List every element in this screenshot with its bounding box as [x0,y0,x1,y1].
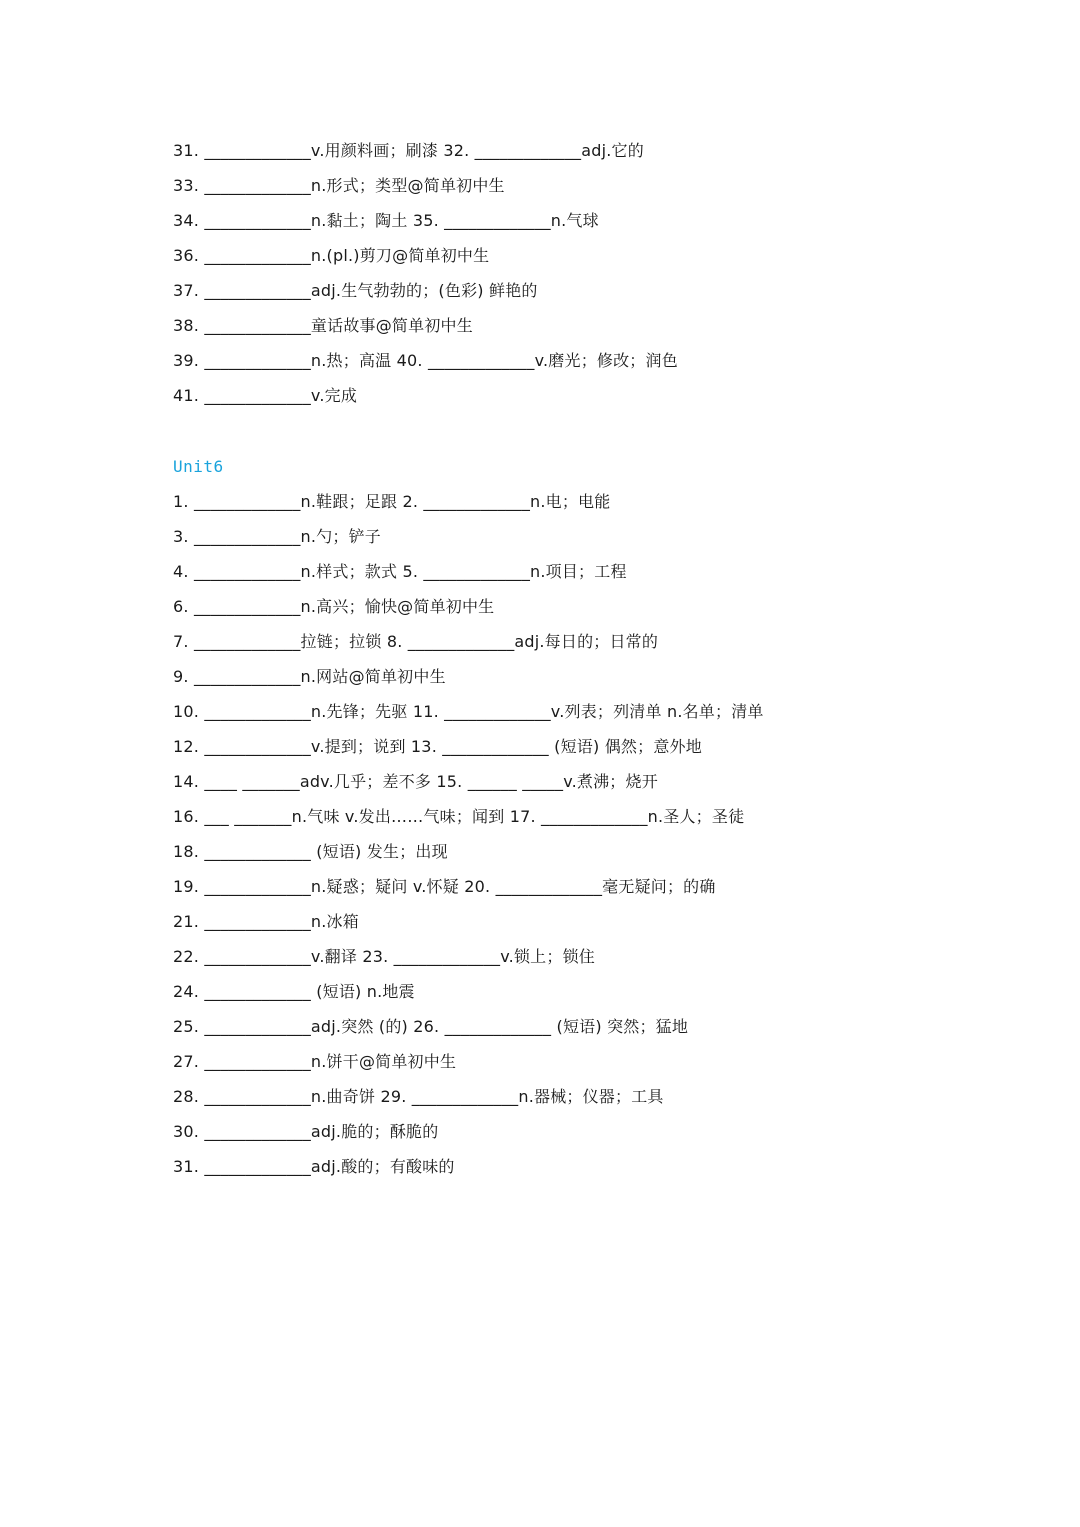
vocab-line: 41. _____________v.完成 [173,386,358,405]
vocab-line: 12. _____________v.提到；说到 13. _____________ (短语) 偶然；意外地 [173,737,702,756]
vocab-list-previous-unit [173,133,933,413]
vocab-line: 33. _____________n.形式；类型@简单初中生 [173,176,505,195]
vocab-line: 10. _____________n.先锋；先驱 11. _____________v.列表；列清单 n.名单；清单 [173,702,764,721]
vocab-line: 25. _____________adj.突然 (的) 26. _____________ (短语) 突然；猛地 [173,1017,689,1036]
vocab-line: 31. _____________v.用颜料画；刷漆 32. _____________adj.它的 [173,141,644,160]
vocab-line: 6. _____________n.高兴；愉快@简单初中生 [173,597,495,616]
vocab-line: 9. _____________n.网站@简单初中生 [173,667,446,686]
vocab-line: 19. _____________n.疑惑；疑问 v.怀疑 20. _____________毫无疑问；的确 [173,877,716,896]
vocab-line: 30. _____________adj.脆的；酥脆的 [173,1122,439,1141]
vocab-line: 31. _____________adj.酸的；有酸味的 [173,1157,455,1176]
vocab-line: 24. _____________ (短语) n.地震 [173,982,415,1001]
vocab-line: 3. _____________n.勺；铲子 [173,527,381,546]
vocab-line: 21. _____________n.冰箱 [173,912,359,931]
vocab-line: 18. _____________ (短语) 发生；出现 [173,842,448,861]
vocab-line: 1. _____________n.鞋跟；足跟 2. _____________n.电；电能 [173,492,611,511]
vocab-line: 39. _____________n.热；高温 40. _____________v.磨光；修改；润色 [173,351,678,370]
vocab-line: 14. ____ _______adv.几乎；差不多 15. ______ _____v.煮沸；烧开 [173,772,658,791]
vocab-line: 4. _____________n.样式；款式 5. _____________n.项目；工程 [173,562,627,581]
vocab-line: 16. ___ _______n.气味 v.发出……气味；闻到 17. _____________n.圣人；圣徒 [173,807,745,826]
vocab-line: 28. _____________n.曲奇饼 29. _____________n.器械；仪器；工具 [173,1087,664,1106]
unit-title: Unit6 [173,457,224,476]
vocab-line: 7. _____________拉链；拉锁 8. _____________adj.每日的；日常的 [173,632,659,651]
vocab-line: 34. _____________n.黏土；陶土 35. _____________n.气球 [173,211,599,230]
vocab-list-unit6 [173,449,933,1184]
vocab-line: 37. _____________adj.生气勃勃的；(色彩) 鲜艳的 [173,281,538,300]
vocab-line: 27. _____________n.饼干@简单初中生 [173,1052,457,1071]
vocab-line: 36. _____________n.(pl.)剪刀@简单初中生 [173,246,490,265]
vocab-line: 22. _____________v.翻译 23. _____________v.锁上；锁住 [173,947,595,966]
vocab-line: 38. _____________童话故事@简单初中生 [173,316,473,335]
